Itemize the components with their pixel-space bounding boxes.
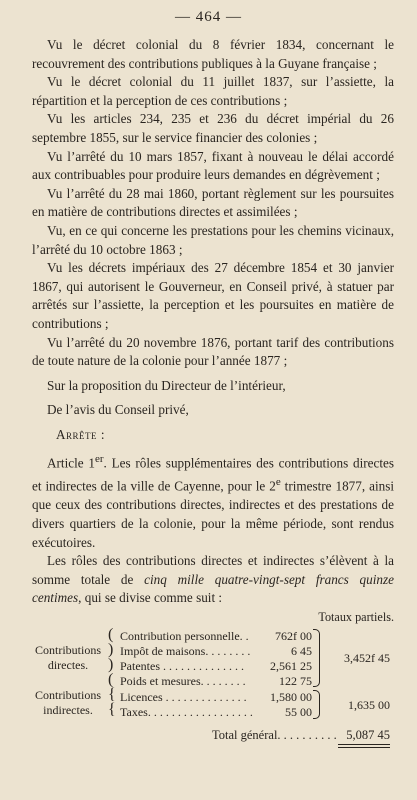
- brace-char: ): [108, 640, 114, 658]
- brace-char: ): [108, 655, 114, 673]
- considerant-paragraph: Vu le décret colonial du 8 février 1834, concernant le recouvrement des contributions publiques à la Guyane française ;: [32, 37, 394, 71]
- item-amount: 2,561 25: [270, 658, 312, 673]
- considerant-paragraph: Vu, en ce qui concerne les prestations pour les chemins vicinaux, l’arrêté du 10 octobre 1863 ;: [32, 222, 394, 257]
- grand-total-row: [32, 722, 394, 762]
- page-number: — 464 —: [175, 9, 242, 25]
- table-header: Totaux partiels.: [318, 610, 394, 624]
- grand-total-label: Total général. . . . . . . . . .: [212, 727, 337, 742]
- considerant-paragraph: Vu le décret colonial du 11 juillet 1837, sur l’assiette, la répartition et la perception de ces contributions ;: [32, 74, 394, 108]
- article-1: [32, 450, 394, 552]
- roles-paragraph: [32, 552, 394, 608]
- item-amount: 122 75: [279, 673, 312, 688]
- considerant-paragraph: Vu les articles 234, 235 et 236 du décret impérial du 26 septembre 1855, sur le service financier des colonies ;: [32, 111, 394, 145]
- group-total: 3,452f 45: [344, 650, 390, 665]
- contributions-table: [32, 627, 394, 722]
- item-label: Taxes. . . . . . . . . . . . . . . . . .: [120, 704, 253, 719]
- item-label: Licences . . . . . . . . . . . . . .: [120, 689, 247, 704]
- brace-char: (: [108, 625, 114, 643]
- grand-total-value: 5,087 45: [346, 727, 390, 742]
- roles-text-b: , qui se divise comme suit :: [78, 590, 223, 606]
- arrete-heading: Arrête :: [56, 426, 105, 442]
- total-brace: [313, 690, 320, 719]
- brace-char: {: [108, 685, 116, 703]
- item-label: Poids et mesures. . . . . . . .: [120, 673, 246, 688]
- group-label-indirectes-2: indirectes.: [43, 702, 93, 717]
- item-label: Contribution personnelle. .: [120, 628, 249, 643]
- item-amount: 55 00: [285, 704, 312, 719]
- considerant-paragraph: Vu l’arrêté du 10 mars 1857, fixant à nouveau le délai accordé aux contribuables pour produire leurs demandes en dégrèvement ;: [32, 148, 394, 183]
- roles-amount-words: cinq mille quatre-vingt-sept francs quinze centimes: [32, 571, 394, 606]
- considerant-paragraph: Vu les décrets impériaux des 27 décembre 1854 et 30 janvier 1867, qui autorisent le Gouverneur, en Conseil privé, à statuer par arrêtés sur l’assiette, la perception et les poursuites en matière de contributions ;: [32, 260, 394, 331]
- roles-text-a: Les rôles des contributions directes et indirectes s’élèvent à la somme totale de: [32, 553, 394, 587]
- article-1-heading: Article 1: [47, 455, 95, 471]
- avis-line: De l’avis du Conseil privé,: [47, 402, 189, 418]
- group-label-indirectes-1: Contributions: [34, 687, 101, 702]
- considerant-paragraph: Vu l’arrêté du 28 mai 1860, portant règlement sur les poursuites en matière de contributions directes et assimilées ;: [32, 185, 394, 220]
- item-amount: 1,580 00: [270, 689, 312, 704]
- document-body: [32, 36, 394, 762]
- proposition-line: Sur la proposition du Directeur de l’intérieur,: [47, 377, 286, 393]
- item-label: Impôt de maisons. . . . . . . .: [120, 643, 251, 658]
- article-1-text-b: trimestre 1877, ainsi que ceux des contributions directes, indirectes et des prestations de divers quartiers de la colonie, pour la même période, sont rendus exécutoires.: [32, 478, 394, 550]
- article-1-sup: er: [94, 453, 104, 466]
- considerant-paragraph: Vu l’arrêté du 20 novembre 1876, portant tarif des contributions de toute nature de la colonie pour l’année 1877 ;: [32, 334, 394, 369]
- item-amount: 6 45: [291, 643, 312, 658]
- total-rule: [338, 747, 390, 748]
- brace-char: {: [108, 700, 116, 718]
- total-brace: [313, 629, 320, 687]
- total-rule: [338, 744, 390, 745]
- group-label-directes-2: directes.: [47, 657, 89, 672]
- article-1-text-a: . Les rôles supplémentaires des contributions directes et indirectes de la ville de Cayenne, pour le 2: [32, 455, 394, 494]
- brace-char: (: [108, 670, 114, 688]
- group-label-directes-1: Contributions: [34, 642, 101, 657]
- item-label: Patentes . . . . . . . . . . . . . .: [120, 658, 244, 673]
- group-total: 1,635 00: [348, 697, 390, 712]
- item-amount: 762f 00: [275, 628, 312, 643]
- article-1-sup2: e: [275, 476, 281, 489]
